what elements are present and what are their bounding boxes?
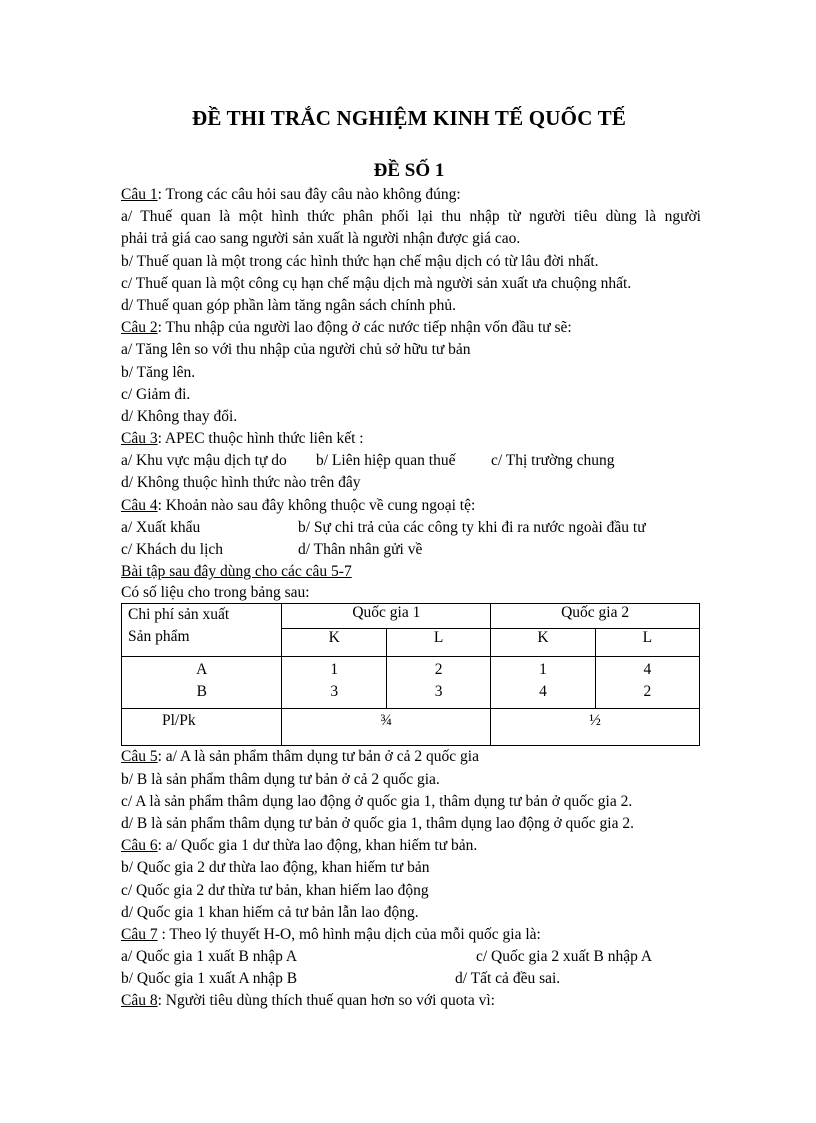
answer-a: a/ Quốc gia 1 xuất B nhập A	[121, 948, 298, 966]
answer-c: c/ Giảm đi.	[121, 385, 191, 403]
question-text: : a/ A là sản phẩm thâm dụng tư bản ở cả 2 quốc gia	[157, 748, 479, 766]
answers-abc	[121, 450, 701, 472]
answer-c: c/ Quốc gia 2 dư thừa tư bản, khan hiếm lao động	[121, 881, 429, 899]
question-4	[121, 495, 701, 517]
table-header-cost-product	[122, 604, 282, 657]
header-l-1: L	[386, 629, 490, 657]
question-label: Câu 4	[121, 496, 158, 514]
table-cell-c2l	[595, 657, 699, 709]
question-6	[121, 835, 701, 857]
answer-b: b/ Quốc gia 1 xuất A nhập B	[121, 970, 298, 988]
answer-a-line-2: phải trả giá cao sang người sản xuất là người nhận được giá cao.	[121, 230, 521, 248]
ratio-label: Pl/Pk	[122, 709, 282, 746]
production-cost-table	[121, 603, 700, 746]
ratio-country-2: ½	[491, 709, 700, 746]
header-country-1: Quốc gia 1	[282, 604, 491, 629]
answer-d: d/ B là sản phẩm thâm dụng tư bản ở quốc gia 1, thâm dụng lao động ở quốc gia 2.	[121, 814, 634, 832]
question-8	[121, 990, 701, 1012]
exercise-heading: Bài tập sau đây dùng cho các câu 5-7	[121, 563, 352, 581]
question-label: Câu 7	[121, 925, 158, 943]
answer-d: d/ Tất cả đều sai.	[455, 970, 561, 988]
document-body	[121, 184, 701, 1013]
question-label: Câu 1	[121, 186, 158, 203]
value-b-c1k: 3	[330, 683, 339, 701]
question-text: : Khoản nào sau đây không thuộc về cung ngoại tệ:	[157, 496, 476, 514]
product-a: A	[196, 661, 208, 679]
answer-b: b/ Tăng lên.	[121, 363, 196, 381]
question-5	[121, 746, 701, 768]
question-label: Câu 6	[121, 837, 158, 855]
question-2	[121, 317, 701, 339]
question-1	[121, 184, 701, 206]
question-text: : APEC thuộc hình thức liên kết :	[157, 430, 364, 448]
question-text: : a/ Quốc gia 1 dư thừa lao động, khan hiếm tư bản.	[157, 837, 478, 855]
answer-b: b/ B là sản phẩm thâm dụng tư bản ở cả 2 quốc gia.	[121, 770, 440, 788]
value-a-c2l: 4	[643, 661, 652, 679]
question-text: : Theo lý thuyết H-O, mô hình mậu dịch của mỗi quốc gia là:	[157, 925, 541, 943]
header-cost: Chi phí sản xuất	[128, 606, 230, 624]
answer-b: b/ Liên hiệp quan thuế	[316, 452, 456, 470]
answers-ab	[121, 517, 701, 539]
answer-c: c/ Thị trường chung	[491, 452, 615, 470]
header-k-1: K	[282, 629, 386, 657]
value-b-c2l: 2	[643, 683, 652, 701]
answers-bd	[121, 968, 701, 990]
answer-c: c/ A là sản phẩm thâm dụng lao động ở quốc gia 1, thâm dụng tư bản ở quốc gia 2.	[121, 792, 633, 810]
header-k-2: K	[491, 629, 595, 657]
value-b-c1l: 3	[434, 683, 443, 701]
question-label: Câu 5	[121, 748, 158, 766]
answer-b: b/ Quốc gia 2 dư thừa lao động, khan hiếm tư bản	[121, 859, 430, 877]
answers-cd	[121, 539, 701, 561]
document-title: ĐỀ THI TRẮC NGHIỆM KINH TẾ QUỐC TẾ	[191, 106, 627, 130]
answer-c: c/ Quốc gia 2 xuất B nhập A	[476, 948, 653, 966]
answer-d: d/ Quốc gia 1 khan hiếm cả tư bản lẫn lao động.	[121, 903, 419, 921]
question-label: Câu 2	[121, 319, 158, 337]
value-b-c2k: 4	[539, 683, 547, 701]
question-label: Câu 8	[121, 992, 158, 1010]
header-country-2: Quốc gia 2	[491, 604, 700, 629]
question-text: : Trong các câu hỏi sau đây câu nào không đúng:	[157, 186, 461, 203]
answer-a: a/ Xuất khẩu	[121, 518, 201, 536]
question-7	[121, 924, 701, 946]
question-text: : Người tiêu dùng thích thuế quan hơn so với quota vì:	[157, 992, 495, 1010]
answer-d: d/ Thuế quan góp phần làm tăng ngân sách chính phủ.	[121, 296, 457, 314]
table-cell-c1k	[282, 657, 386, 709]
question-text: : Thu nhập của người lao động ở các nước tiếp nhận vốn đầu tư sẽ:	[157, 319, 572, 337]
question-label: Câu 3	[121, 430, 158, 448]
answer-c: c/ Thuế quan là một công cụ hạn chế mậu dịch mà người sản xuất ưa chuộng nhất.	[121, 274, 632, 292]
question-3	[121, 428, 701, 450]
answers-ac	[121, 946, 701, 968]
table-cell-c1l	[386, 657, 490, 709]
exercise-intro: Có số liệu cho trong bảng sau:	[121, 584, 310, 602]
ratio-country-1: ¾	[282, 709, 491, 746]
answer-d: d/ Không thay đổi.	[121, 407, 238, 425]
answer-b: b/ Sự chi trả của các công ty khi đi ra nước ngoài đầu tư	[298, 518, 646, 536]
value-a-c1k: 1	[330, 661, 339, 679]
table-cell-c2k	[491, 657, 595, 709]
product-b: B	[196, 683, 207, 701]
answer-a: a/ Khu vực mậu dịch tự do	[121, 452, 287, 470]
header-l-2: L	[595, 629, 699, 657]
answer-d: d/ Thân nhân gửi về	[298, 541, 423, 558]
value-a-c1l: 2	[434, 661, 443, 679]
answer-c: c/ Khách du lịch	[121, 541, 224, 558]
answer-a: a/ Tăng lên so với thu nhập của người chủ sở hữu tư bản	[121, 341, 471, 359]
table-cell-products	[122, 657, 282, 709]
answer-d: d/ Không thuộc hình thức nào trên đây	[121, 474, 361, 492]
exam-number: ĐỀ SỐ 1	[373, 160, 445, 181]
answer-a-line-1: a/ Thuế quan là một hình thức phân phối lại thu nhập từ người tiêu dùng là người	[121, 208, 701, 226]
answer-b: b/ Thuế quan là một trong các hình thức hạn chế mậu dịch có từ lâu đời nhất.	[121, 252, 599, 270]
value-a-c2k: 1	[539, 661, 547, 679]
header-product: Sản phẩm	[128, 628, 190, 646]
